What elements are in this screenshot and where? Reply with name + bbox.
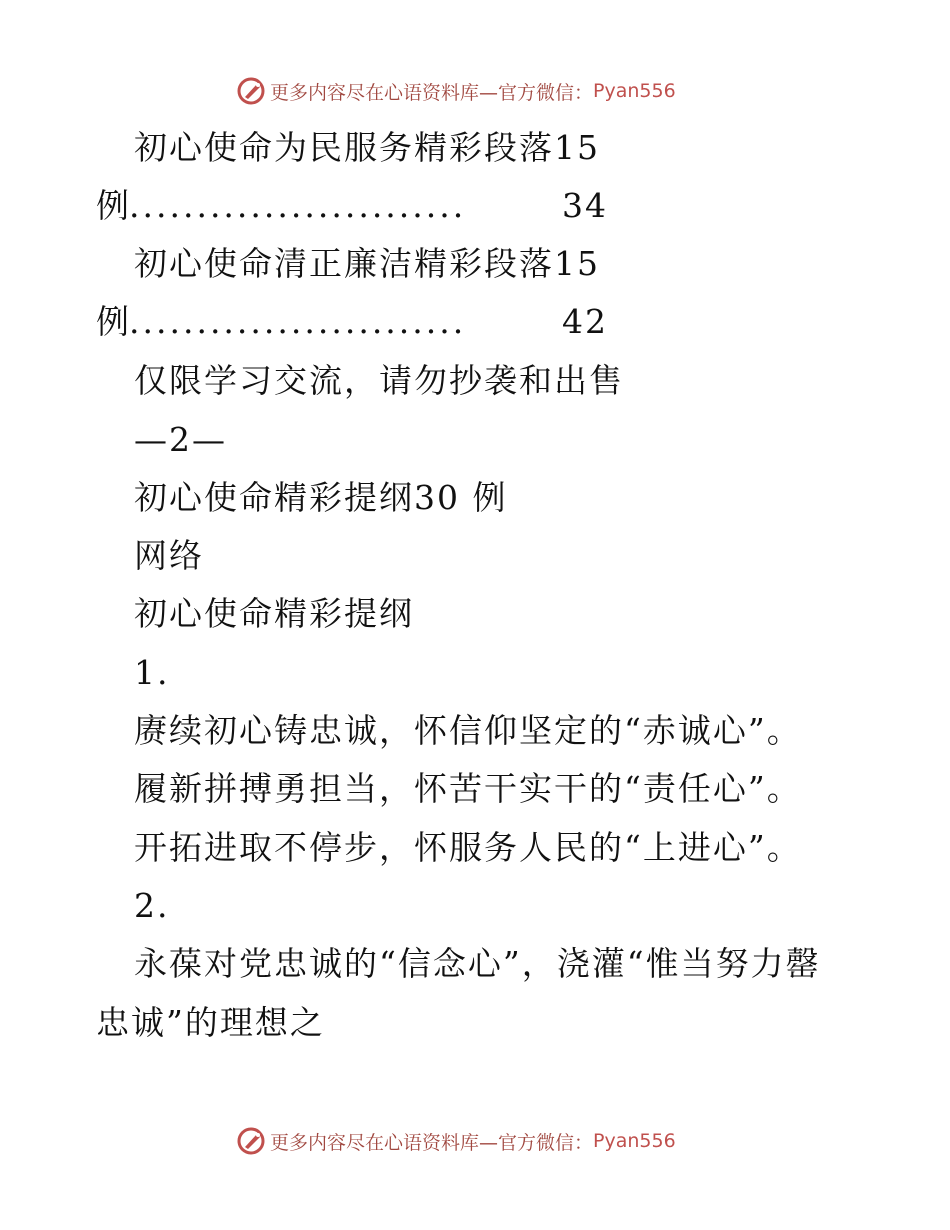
toc-entry-title: 初心使命为民服务精彩段落15 — [134, 128, 600, 167]
item-line: 履新拼搏勇担当，怀苦干实干的“责任心”。 — [134, 769, 802, 808]
toc-entry-tail: 例 — [96, 302, 129, 341]
pen-circle-logo-icon — [236, 76, 266, 106]
header-banner — [236, 74, 676, 108]
source-label: 网络 — [134, 536, 204, 575]
toc-page-number: 42 — [562, 302, 608, 341]
usage-notice: 仅限学习交流，请勿抄袭和出售 — [134, 361, 624, 400]
header-site-text: 更多内容尽在心语资料库—官方微信： — [270, 81, 594, 104]
item-line: 赓续初心铸忠诚，怀信仰坚定的“赤诚心”。 — [134, 711, 802, 750]
toc-entry-leader-line — [96, 186, 608, 226]
toc-entry-leader-line — [96, 302, 608, 342]
footer-site-text: 更多内容尽在心语资料库—官方微信： — [270, 1131, 594, 1154]
item-number: 2. — [134, 886, 170, 925]
item-line: 永葆对党忠诚的“信念心”，浇灌“惟当努力罄 — [134, 944, 821, 983]
toc-dot-leader: ......................... — [129, 186, 467, 225]
footer-banner — [236, 1124, 676, 1158]
section-heading: 初心使命精彩提纲 — [134, 594, 414, 633]
toc-entry-title: 初心使命清正廉洁精彩段落15 — [134, 244, 600, 283]
footer-wechat-id: Pyan556 — [593, 1130, 676, 1152]
pen-circle-logo-icon — [236, 1126, 266, 1156]
toc-page-number: 34 — [562, 186, 608, 225]
item-line: 开拓进取不停步，怀服务人民的“上进心”。 — [134, 828, 802, 867]
item-number: 1. — [134, 653, 170, 692]
item-line: 忠诚”的理想之 — [96, 1003, 325, 1042]
toc-dot-leader: ......................... — [129, 302, 467, 341]
document-title: 初心使命精彩提纲30 例 — [134, 478, 508, 517]
header-wechat-id: Pyan556 — [593, 80, 676, 102]
page-number: —2— — [134, 420, 227, 459]
toc-entry-tail: 例 — [96, 186, 129, 225]
